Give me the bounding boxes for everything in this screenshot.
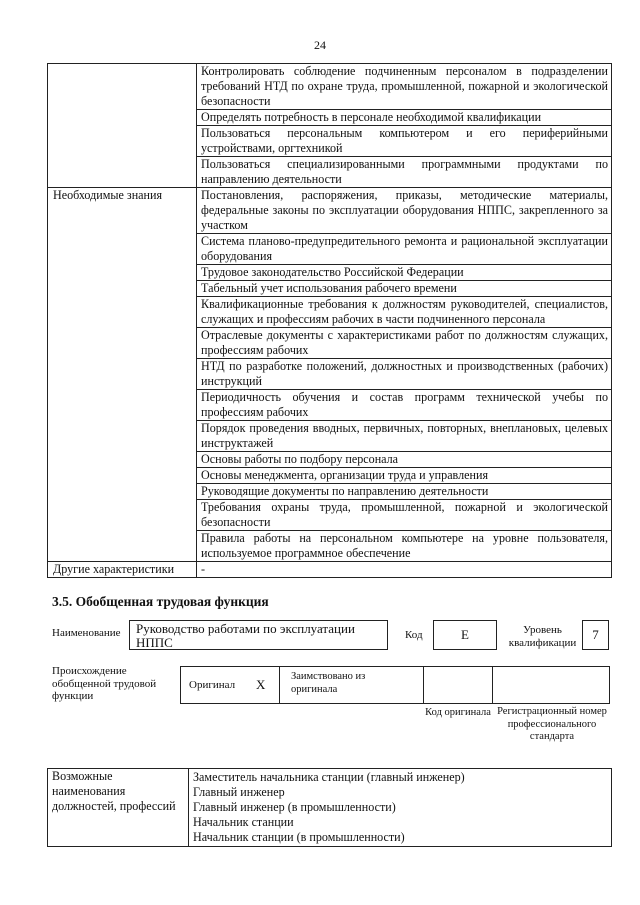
skill-cell: Пользоваться персональным компьютером и его периферийными устройствами, оргтехникой: [197, 126, 612, 157]
name-value: Руководство работами по эксплуатации НППС: [129, 620, 388, 650]
knowledge-label: Необходимые знания: [48, 188, 197, 234]
origin-label: Происхождение обобщенной трудовой функции: [52, 665, 157, 702]
position-item: Главный инженер (в промышленности): [189, 800, 612, 815]
knowledge-cell: Порядок проведения вводных, первичных, повторных, внеплановых, целевых инструктажей: [197, 421, 612, 452]
name-label: Наименование: [52, 627, 121, 639]
empty-label-cell: [48, 64, 197, 110]
code-label: Код: [405, 629, 423, 641]
page-number: 24: [314, 38, 326, 52]
skill-cell: Контролировать соблюдение подчиненным персоналом в подразделении требований НТД по охране труда, промышленной, пожарной и экологической безопасности: [197, 64, 612, 110]
other-label: Другие характеристики: [48, 562, 197, 578]
knowledge-cell: Периодичность обучения и состав программ технической учебы по профессиям рабочих: [197, 390, 612, 421]
level-value: 7: [582, 620, 609, 650]
position-item: Начальник станции (в промышленности): [189, 830, 612, 847]
knowledge-cell: Отраслевые документы с характеристиками работ по должностям служащих, профессиям рабочих: [197, 328, 612, 359]
other-value: -: [197, 562, 612, 578]
position-item: Начальник станции: [189, 815, 612, 830]
origin-reg-cell: [492, 666, 610, 704]
original-label: Оригинал: [189, 679, 236, 691]
skill-cell: Определять потребность в персонале необходимой квалификации: [197, 110, 612, 126]
original-mark: X: [256, 677, 266, 692]
code-caption: Код оригинала: [425, 707, 491, 718]
reg-caption: Регистрационный номер профессионального стандарта: [497, 706, 607, 742]
knowledge-cell: Основы работы по подбору персонала: [197, 452, 612, 468]
knowledge-cell: НТД по разработке положений, должностных и производственных (рабочих) инструкций: [197, 359, 612, 390]
knowledge-cell: Постановления, распоряжения, приказы, методические материалы, федеральные законы по эксплуатации оборудования НППС, закрепленного за участком: [197, 188, 612, 234]
positions-label: Возможные наименования должностей, профессий: [48, 769, 189, 847]
skill-cell: Пользоваться специализированными программными продуктами по направлению деятельности: [197, 157, 612, 188]
knowledge-cell: Система планово-предупредительного ремонта и рациональной эксплуатации оборудования: [197, 234, 612, 265]
section-title: 3.5. Обобщенная трудовая функция: [52, 594, 269, 609]
knowledge-cell: Табельный учет использования рабочего времени: [197, 281, 612, 297]
positions-table: [47, 768, 612, 847]
knowledge-cell: Правила работы на персональном компьютере на уровне пользователя, используемое программное обеспечение: [197, 531, 612, 562]
competency-table: [47, 63, 612, 578]
position-item: Главный инженер: [189, 785, 612, 800]
code-value: E: [433, 620, 497, 650]
origin-original-cell: [180, 666, 280, 704]
position-item: Заместитель начальника станции (главный инженер): [189, 769, 612, 786]
knowledge-cell: Трудовое законодательство Российской Федерации: [197, 265, 612, 281]
knowledge-cell: Квалификационные требования к должностям руководителей, специалистов, служащих и профессиям рабочих в части подчиненного персонала: [197, 297, 612, 328]
knowledge-cell: Основы менеджмента, организации труда и управления: [197, 468, 612, 484]
knowledge-cell: Руководящие документы по направлению деятельности: [197, 484, 612, 500]
borrowed-label: Заимствовано из оригинала: [291, 671, 366, 695]
origin-borrowed-cell: [279, 666, 424, 704]
level-label: Уровень квалификации: [508, 624, 577, 649]
origin-code-cell: [423, 666, 493, 704]
knowledge-cell: Требования охраны труда, промышленной, пожарной и экологической безопасности: [197, 500, 612, 531]
